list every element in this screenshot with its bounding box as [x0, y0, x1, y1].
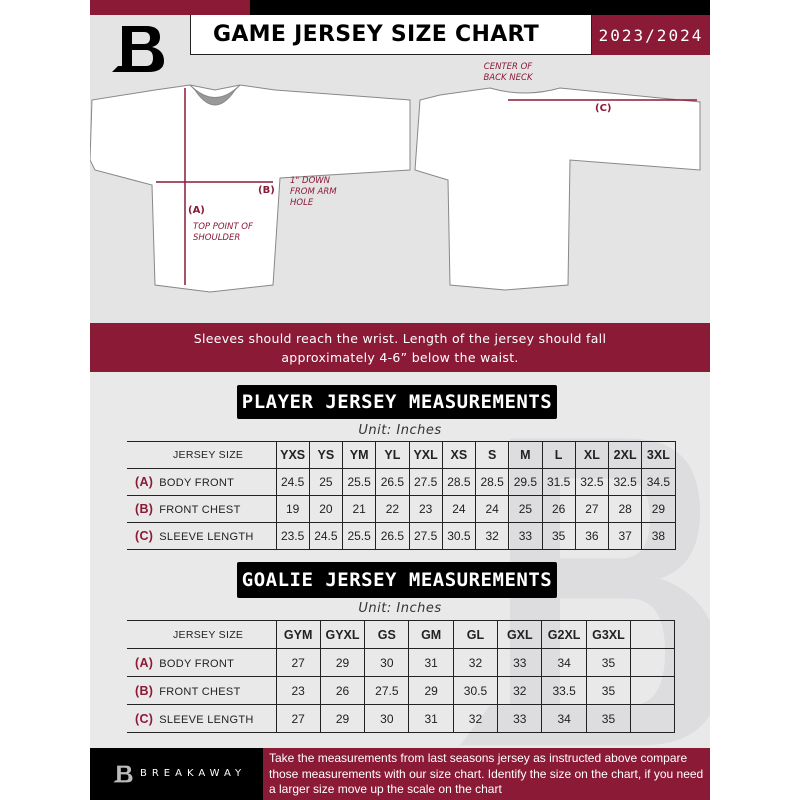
table-cell: 30.5: [442, 523, 475, 550]
size-header: YXL: [409, 442, 442, 469]
table-cell: 27.5: [365, 677, 409, 705]
size-header: M: [509, 442, 542, 469]
table-cell: 30: [365, 705, 409, 733]
measurement-code: (B): [135, 502, 154, 516]
table-cell: 36: [575, 523, 608, 550]
table-cell: 27.5: [409, 469, 442, 496]
table-cell: 32: [498, 677, 542, 705]
label-b: (B): [258, 185, 275, 196]
table-cell: [631, 705, 675, 733]
table-cell: 23.5: [276, 523, 309, 550]
size-chart-page: [90, 0, 710, 800]
table-cell: 29.5: [509, 469, 542, 496]
table-cell: 35: [542, 523, 575, 550]
measurement-name: FRONT CHEST: [159, 685, 241, 698]
table-cell: 28: [609, 496, 642, 523]
table-cell: 31: [409, 649, 453, 677]
table-row: [127, 705, 675, 733]
measurement-label: [127, 469, 276, 496]
table-cell: 32.5: [609, 469, 642, 496]
table-cell: 26: [542, 496, 575, 523]
table-cell: 34: [542, 705, 586, 733]
measurement-name: FRONT CHEST: [159, 504, 241, 516]
size-header: 2XL: [609, 442, 642, 469]
top-bar-accent: [90, 0, 250, 15]
table-cell: 28.5: [442, 469, 475, 496]
size-header: G2XL: [542, 621, 586, 649]
brand-name: BREAKAWAY: [140, 768, 247, 779]
table-row: [127, 523, 675, 550]
label-a-note: TOP POINT OF SHOULDER: [193, 222, 253, 243]
table-cell: 29: [320, 649, 364, 677]
table-cell: 32: [453, 649, 497, 677]
table-cell: 30.5: [453, 677, 497, 705]
size-header: XS: [442, 442, 475, 469]
table-cell: 25.5: [343, 469, 376, 496]
table-cell: 24: [476, 496, 509, 523]
table-cell: 34: [542, 649, 586, 677]
size-header: GXL: [498, 621, 542, 649]
measurement-label: [127, 705, 276, 733]
table-cell: 24: [442, 496, 475, 523]
size-header: GM: [409, 621, 453, 649]
size-label: JERSEY SIZE: [127, 621, 276, 649]
table-row: [127, 649, 675, 677]
table-cell: 27: [575, 496, 608, 523]
header-row: [127, 621, 675, 649]
table-cell: 29: [320, 705, 364, 733]
measurements-section: [90, 372, 710, 748]
label-c-note: CENTER OF BACK NECK: [483, 62, 533, 83]
jersey-illustration: [90, 60, 710, 320]
size-header: XL: [575, 442, 608, 469]
table-cell: 23: [276, 677, 320, 705]
label-c: (C): [595, 103, 612, 114]
measurement-name: BODY FRONT: [159, 477, 235, 489]
table-cell: [631, 677, 675, 705]
measurement-code: (C): [135, 711, 154, 726]
size-header: YXS: [276, 442, 309, 469]
measurement-label: [127, 496, 276, 523]
measurement-name: SLEEVE LENGTH: [159, 531, 254, 543]
size-label: JERSEY SIZE: [127, 442, 276, 469]
table-cell: 31.5: [542, 469, 575, 496]
table-cell: 22: [376, 496, 409, 523]
table-cell: 33.5: [542, 677, 586, 705]
table-cell: 33: [509, 523, 542, 550]
size-header: G3XL: [586, 621, 630, 649]
table-cell: 26.5: [376, 523, 409, 550]
measurement-code: (B): [135, 683, 154, 698]
measurement-label: [127, 677, 276, 705]
table-cell: 20: [309, 496, 342, 523]
size-header: YL: [376, 442, 409, 469]
label-b-note: 1" DOWN FROM ARM HOLE: [290, 176, 337, 208]
table-cell: 30: [365, 649, 409, 677]
front-jersey: [90, 85, 410, 292]
table-row: [127, 469, 675, 496]
table-cell: 33: [498, 705, 542, 733]
size-header: GYM: [276, 621, 320, 649]
notice-line-2: approximately 4-6” below the waist.: [281, 350, 519, 365]
size-header: GS: [365, 621, 409, 649]
table-cell: 32: [476, 523, 509, 550]
footer-logo-icon: [112, 761, 134, 787]
player-heading: PLAYER JERSEY MEASUREMENTS: [237, 385, 557, 419]
table-cell: 28.5: [476, 469, 509, 496]
table-cell: 29: [409, 677, 453, 705]
measurement-code: (C): [135, 529, 154, 543]
table-row: [127, 677, 675, 705]
table-cell: [631, 649, 675, 677]
player-unit: Unit: Inches: [358, 423, 442, 438]
size-header: YS: [309, 442, 342, 469]
size-header: YM: [343, 442, 376, 469]
table-cell: 32: [453, 705, 497, 733]
title-box: [190, 15, 592, 55]
top-bar: [250, 0, 710, 15]
footer-instructions: Take the measurements from last seasons jersey as instructed above compare those measurements with our size chart. Identify the size on the chart, if you need a larger size move up the scale on the chart: [263, 748, 710, 800]
table-cell: 38: [642, 523, 675, 550]
table-cell: 29: [642, 496, 675, 523]
goalie-heading: GOALIE JERSEY MEASUREMENTS: [237, 562, 557, 598]
measurement-code: (A): [135, 655, 154, 670]
table-cell: 24.5: [309, 523, 342, 550]
size-header: L: [542, 442, 575, 469]
measurement-code: (A): [135, 475, 154, 489]
table-cell: 25: [309, 469, 342, 496]
table-cell: 32.5: [575, 469, 608, 496]
jersey-diagram: [90, 60, 710, 320]
page-title: GAME JERSEY SIZE CHART: [213, 22, 540, 47]
table-cell: 25.5: [343, 523, 376, 550]
measurement-label: [127, 523, 276, 550]
label-a: (A): [188, 205, 205, 216]
table-cell: 34.5: [642, 469, 675, 496]
size-header: S: [476, 442, 509, 469]
table-cell: 35: [586, 677, 630, 705]
table-cell: 26.5: [376, 469, 409, 496]
measurement-label: [127, 649, 276, 677]
sizing-notice: [90, 323, 710, 372]
table-cell: 27.5: [409, 523, 442, 550]
back-jersey: [415, 88, 700, 290]
season-label: 2023/2024: [592, 15, 710, 55]
size-header: 3XL: [642, 442, 675, 469]
size-header: GL: [453, 621, 497, 649]
measurement-name: SLEEVE LENGTH: [159, 713, 254, 726]
size-header: [631, 621, 675, 649]
table-cell: 23: [409, 496, 442, 523]
table-cell: 21: [343, 496, 376, 523]
table-cell: 19: [276, 496, 309, 523]
player-size-table: [127, 441, 676, 550]
notice-line-1: Sleeves should reach the wrist. Length of the jersey should fall: [193, 331, 607, 346]
header-row: [127, 442, 675, 469]
table-cell: 31: [409, 705, 453, 733]
measurement-name: BODY FRONT: [159, 657, 235, 670]
table-cell: 35: [586, 649, 630, 677]
size-header: GYXL: [320, 621, 364, 649]
goalie-size-table: [127, 620, 675, 733]
table-cell: 24.5: [276, 469, 309, 496]
table-cell: 27: [276, 705, 320, 733]
table-row: [127, 496, 675, 523]
table-cell: 37: [609, 523, 642, 550]
footer-brand: [90, 748, 263, 800]
table-cell: 26: [320, 677, 364, 705]
table-cell: 27: [276, 649, 320, 677]
goalie-unit: Unit: Inches: [358, 601, 442, 616]
table-cell: 33: [498, 649, 542, 677]
table-cell: 35: [586, 705, 630, 733]
table-cell: 25: [509, 496, 542, 523]
